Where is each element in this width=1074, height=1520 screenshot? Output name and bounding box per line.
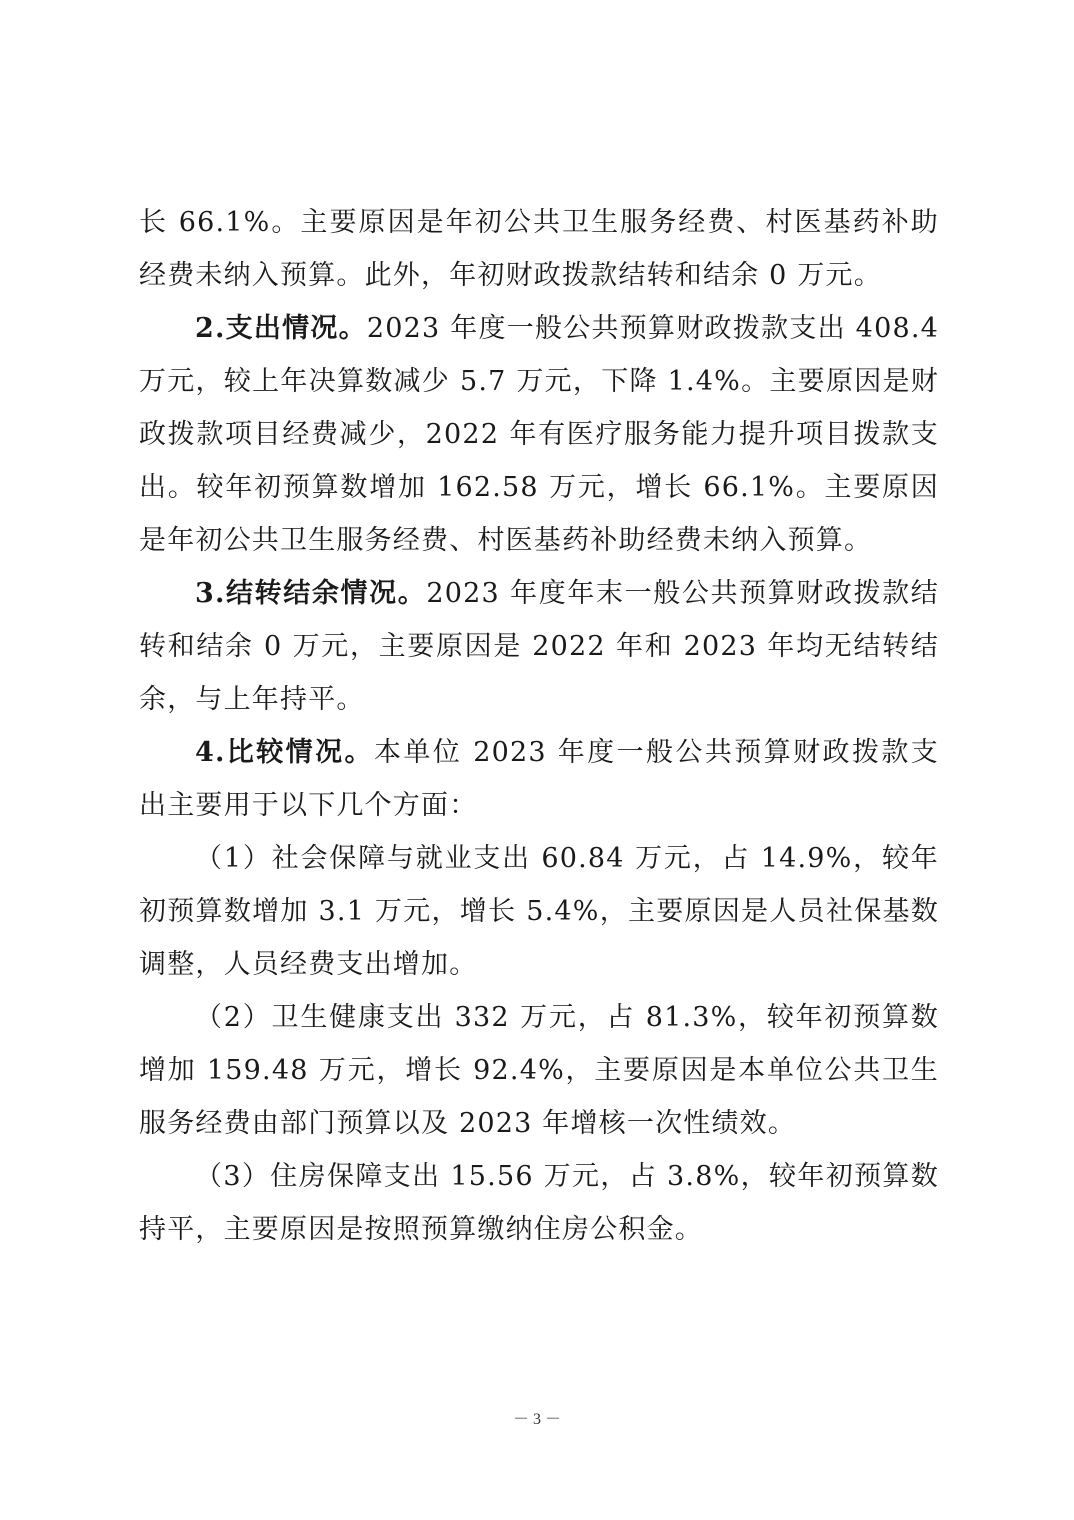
list-item-social-security (139, 832, 939, 991)
paragraph-text: （3）住房保障支出 15.56 万元，占 3.8%，较年初预算数持平，主要原因是按照预算缴纳住房公积金。 (139, 1161, 939, 1245)
list-item-health (139, 991, 939, 1150)
section-heading-expenditure: 2.支出情况。 (195, 313, 367, 344)
document-body (139, 196, 939, 1256)
paragraph-text: 2023 年度一般公共预算财政拨款支出 408.4 万元，较上年决算数减少 5.7 万元，下降 1.4%。主要原因是财政拨款项目经费减少，2022 年有医疗服务能力提升项目拨款支出。较年初预算数增加 162.58 万元，增长 66.1%。主要原因是年初公共卫生服务经费、村医基药补助经费未纳入预算。 (139, 313, 939, 556)
section-heading-carryover: 3.结转结余情况。 (195, 578, 427, 609)
section-heading-comparison: 4.比较情况。 (195, 737, 374, 768)
paragraph-text: （2）卫生健康支出 332 万元，占 81.3%，较年初预算数增加 159.48 万元，增长 92.4%，主要原因是本单位公共卫生服务经费由部门预算以及 2023 年增核一次性绩效。 (139, 1002, 939, 1139)
paragraph-carryover (139, 567, 939, 726)
paragraph-expenditure (139, 302, 939, 567)
paragraph-income-continuation (139, 196, 939, 302)
list-item-housing (139, 1150, 939, 1256)
paragraph-text: （1）社会保障与就业支出 60.84 万元，占 14.9%，较年初预算数增加 3.1 万元，增长 5.4%，主要原因是人员社保基数调整，人员经费支出增加。 (139, 843, 939, 980)
paragraph-comparison (139, 726, 939, 832)
paragraph-text: 本单位 2023 年度一般公共预算财政拨款支出主要用于以下几个方面： (139, 737, 940, 821)
paragraph-text: 长 66.1%。主要原因是年初公共卫生服务经费、村医基药补助经费未纳入预算。此外，年初财政拨款结转和结余 0 万元。 (139, 207, 939, 291)
paragraph-text: 2023 年度年末一般公共预算财政拨款结转和结余 0 万元，主要原因是 2022 年和 2023 年均无结转结余，与上年持平。 (139, 578, 939, 715)
page-number: － 3 － (512, 1411, 561, 1428)
